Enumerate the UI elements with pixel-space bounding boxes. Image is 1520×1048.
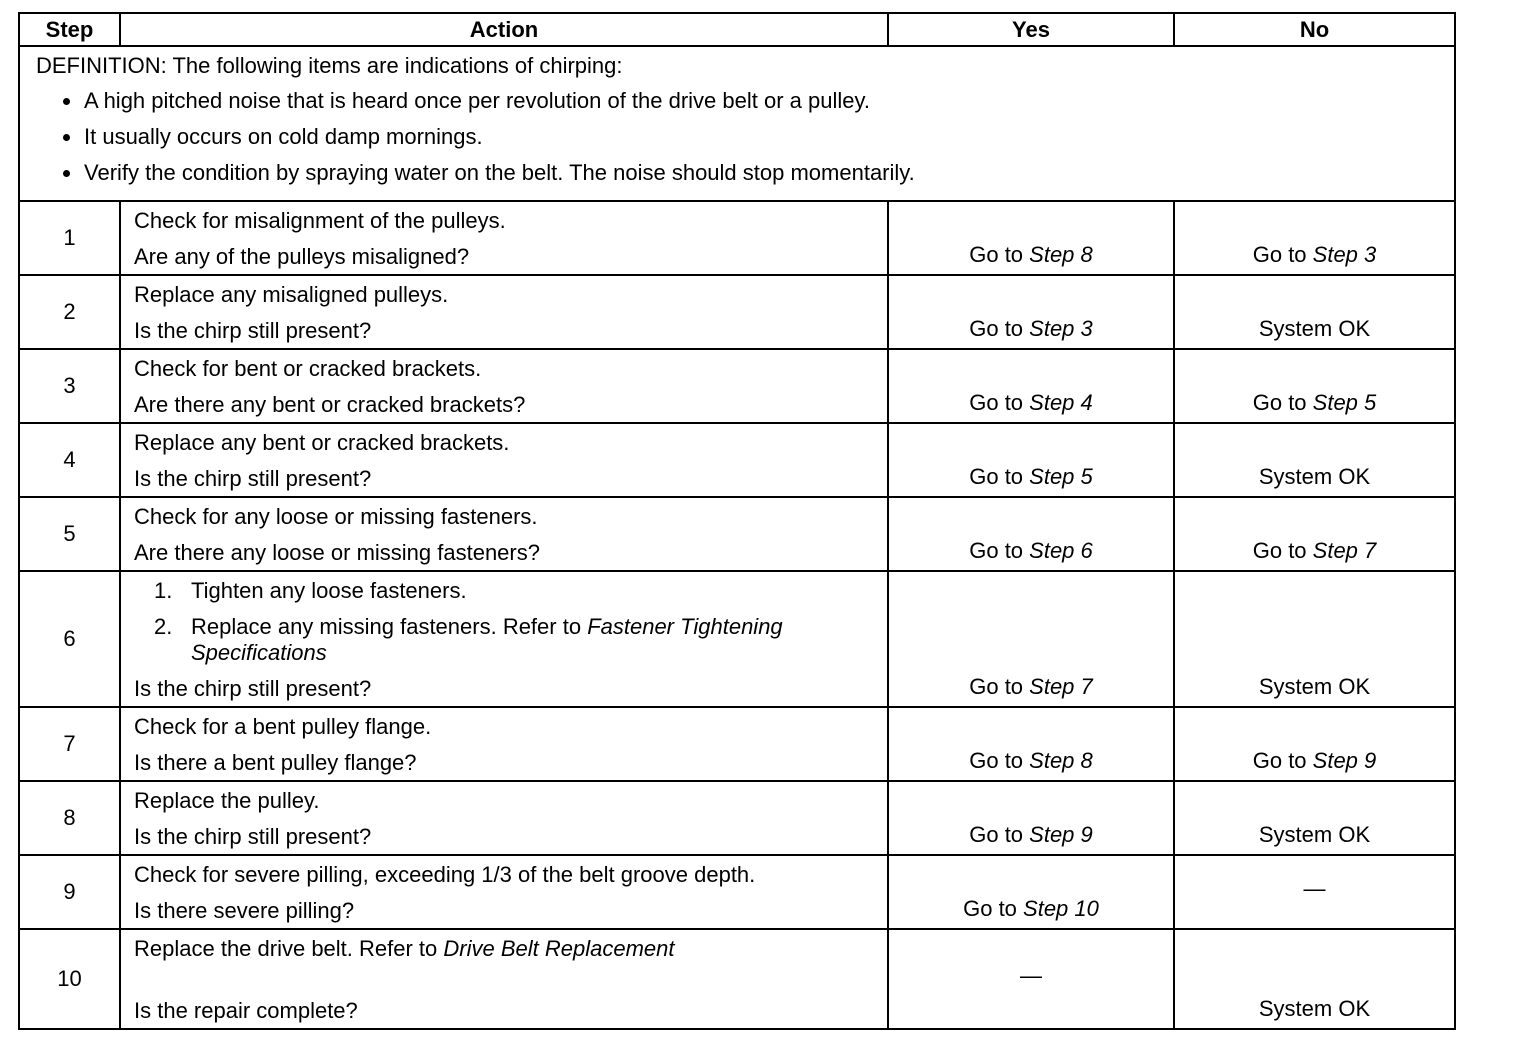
action-text: Replace any misaligned pulleys. [134, 282, 449, 307]
step-action [120, 781, 888, 855]
action-prefix: Replace the drive belt. Refer to [134, 936, 444, 961]
definition-cell [19, 46, 1455, 201]
definition-bullet: Verify the condition by spraying water on the belt. The noise should stop momentarily. [36, 160, 1454, 196]
action-text: Check for a bent pulley flange. [134, 714, 432, 739]
step-number: 10 [19, 929, 120, 1029]
yes-outcome [888, 781, 1174, 855]
step-number: 8 [19, 781, 120, 855]
substep-item [134, 578, 879, 604]
action-text: Check for bent or cracked brackets. [134, 356, 482, 381]
substep-item [134, 614, 879, 666]
step-action [120, 423, 888, 497]
no-outcome [1174, 349, 1455, 423]
step-number: 4 [19, 423, 120, 497]
action-text: Check for any loose or missing fasteners. [134, 504, 538, 529]
step-row [19, 201, 1455, 275]
no-outcome: System OK [1174, 929, 1455, 1029]
outcome-prefix: Go to [1252, 390, 1313, 415]
step-row [19, 275, 1455, 349]
outcome-prefix: Go to [1252, 242, 1313, 267]
yes-outcome [888, 855, 1174, 929]
step-reference: Step 7 [1312, 538, 1377, 563]
outcome-prefix: Go to [963, 896, 1024, 921]
document-reference: Drive Belt Replacement [443, 936, 675, 961]
outcome-prefix: Go to [969, 822, 1030, 847]
step-reference: Step 9 [1029, 822, 1093, 847]
yes-outcome [888, 349, 1174, 423]
yes-outcome [888, 423, 1174, 497]
substep-number: 1. [154, 578, 173, 603]
step-reference: Step 10 [1023, 896, 1099, 921]
action-question: Is there severe pilling? [134, 898, 355, 923]
yes-outcome: — [888, 929, 1174, 1029]
no-outcome [1174, 497, 1455, 571]
action-question: Is the chirp still present? [134, 466, 372, 491]
step-row [19, 781, 1455, 855]
step-action [120, 349, 888, 423]
definition-bullet: A high pitched noise that is heard once per revolution of the drive belt or a pulley. [36, 88, 1454, 124]
outcome-prefix: Go to [1252, 538, 1313, 563]
outcome-prefix: Go to [969, 316, 1030, 341]
action-question: Are there any loose or missing fasteners? [134, 540, 540, 565]
header-step: Step [19, 13, 120, 46]
action-question: Is the repair complete? [134, 998, 358, 1023]
step-reference: Step 7 [1029, 674, 1093, 699]
step-action [120, 201, 888, 275]
outcome-prefix: Go to [969, 538, 1030, 563]
action-text: Replace any bent or cracked brackets. [134, 430, 510, 455]
no-outcome [1174, 201, 1455, 275]
step-row [19, 497, 1455, 571]
step-reference: Step 5 [1029, 464, 1093, 489]
definition-lead: DEFINITION: The following items are indications of chirping: [36, 53, 623, 78]
yes-outcome [888, 275, 1174, 349]
outcome-prefix: Go to [969, 390, 1030, 415]
no-outcome: System OK [1174, 423, 1455, 497]
action-question: Is the chirp still present? [134, 318, 372, 343]
yes-outcome [888, 571, 1174, 707]
chirp-diagnostic-table [18, 12, 1456, 1030]
step-reference: Step 8 [1029, 748, 1093, 773]
header-row [19, 13, 1455, 46]
step-number: 9 [19, 855, 120, 929]
definition-row [19, 46, 1455, 201]
step-action [120, 855, 888, 929]
substep-number: 2. [154, 614, 173, 639]
action-question: Is the chirp still present? [134, 676, 372, 701]
definition-bullet: It usually occurs on cold damp mornings. [36, 124, 1454, 160]
yes-outcome [888, 707, 1174, 781]
outcome-prefix: Go to [969, 242, 1030, 267]
step-number: 6 [19, 571, 120, 707]
document-reference: Fastener Tightening Specifications [191, 614, 783, 665]
outcome-prefix: Go to [969, 674, 1030, 699]
no-outcome: System OK [1174, 275, 1455, 349]
step-reference: Step 3 [1029, 316, 1093, 341]
action-question: Are any of the pulleys misaligned? [134, 244, 470, 269]
action-question: Is the chirp still present? [134, 824, 372, 849]
outcome-prefix: Go to [969, 748, 1030, 773]
action-text [134, 936, 879, 962]
yes-outcome [888, 201, 1174, 275]
action-text: Check for misalignment of the pulleys. [134, 208, 506, 233]
step-reference: Step 6 [1029, 538, 1093, 563]
action-question: Are there any bent or cracked brackets? [134, 392, 526, 417]
step-number: 2 [19, 275, 120, 349]
step-reference: Step 8 [1029, 242, 1093, 267]
step-row [19, 349, 1455, 423]
action-text: Check for severe pilling, exceeding 1/3 of the belt groove depth. [134, 862, 756, 887]
substep-text: Tighten any loose fasteners. [191, 578, 467, 603]
no-outcome: System OK [1174, 781, 1455, 855]
outcome-prefix: Go to [1252, 748, 1313, 773]
step-number: 5 [19, 497, 120, 571]
action-text: Replace the pulley. [134, 788, 320, 813]
substep-list [134, 578, 879, 666]
header-action: Action [120, 13, 888, 46]
step-row [19, 855, 1455, 929]
no-outcome: System OK [1174, 571, 1455, 707]
step-reference: Step 5 [1312, 390, 1377, 415]
spacer [134, 962, 879, 998]
yes-outcome [888, 497, 1174, 571]
no-outcome: — [1174, 855, 1455, 929]
step-row [19, 929, 1455, 1029]
step-action [120, 275, 888, 349]
definition-bullets [36, 88, 1454, 196]
step-action [120, 497, 888, 571]
substep-text: Replace any missing fasteners. Refer to [191, 614, 588, 639]
step-action [120, 707, 888, 781]
header-no: No [1174, 13, 1455, 46]
step-row [19, 707, 1455, 781]
step-reference: Step 3 [1312, 242, 1377, 267]
no-outcome [1174, 707, 1455, 781]
step-number: 1 [19, 201, 120, 275]
action-question: Is there a bent pulley flange? [134, 750, 417, 775]
step-row [19, 571, 1455, 707]
step-action [120, 571, 888, 707]
header-yes: Yes [888, 13, 1174, 46]
step-number: 3 [19, 349, 120, 423]
step-reference: Step 4 [1029, 390, 1093, 415]
step-row [19, 423, 1455, 497]
step-number: 7 [19, 707, 120, 781]
step-reference: Step 9 [1312, 748, 1377, 773]
outcome-prefix: Go to [969, 464, 1030, 489]
step-action [120, 929, 888, 1029]
